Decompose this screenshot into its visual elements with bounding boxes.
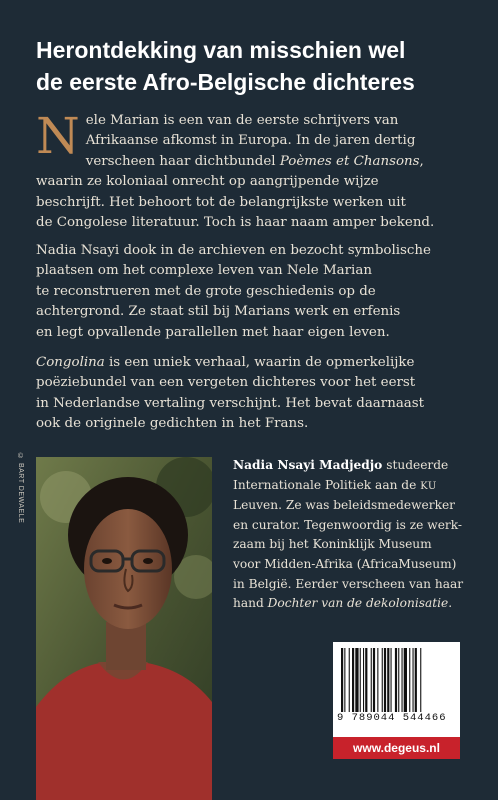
barcode-bar — [377, 648, 378, 712]
barcode-bar — [413, 648, 414, 712]
text-line: Afrikaanse afkomst in Europa. In de jaren dertig — [85, 133, 416, 149]
text-line: de Congolese literatuur. Toch is haar naam amper bekend. — [36, 215, 435, 231]
barcode-bar — [349, 648, 350, 712]
ku-abbreviation: KU — [420, 480, 437, 492]
text-line: te reconstrueren met de grote geschiedenis op de — [36, 283, 376, 299]
photo-credit: © BART DEWAELE — [17, 453, 24, 524]
drop-cap: N — [36, 107, 80, 165]
text-line: en curator. Tegenwoordig is ze werk- — [233, 517, 463, 532]
isbn-number: 9 789044 544466 — [337, 712, 447, 724]
text-line — [233, 456, 483, 476]
text-line: en legt opvallende parallellen met haar eigen leven. — [36, 324, 390, 340]
barcode-bar — [341, 648, 343, 712]
text-line — [233, 594, 483, 614]
barcode-bar — [402, 648, 403, 712]
text-run: Internationale Politiek aan de — [233, 477, 421, 492]
text-line: plaatsen om het complexe leven van Nele Marian — [36, 263, 372, 279]
intro-paragraph — [36, 107, 468, 233]
book-title-congolina: Congolina — [36, 355, 105, 370]
text-line: Nadia Nsayi dook in de archieven en bezocht symbolische — [36, 243, 431, 258]
barcode-bar — [373, 648, 375, 712]
author-photo — [36, 457, 212, 800]
barcode-bar — [404, 648, 407, 712]
barcode-bar — [352, 648, 354, 712]
publisher-url[interactable]: www.degeus.nl — [333, 737, 460, 759]
text-line: poëziebundel van een vergeten dichteres voor het eerst — [36, 375, 416, 391]
text-line: beschrijft. Het behoort tot de belangrijkste werken uit — [36, 194, 406, 210]
barcode-bar — [360, 648, 361, 712]
text-line: in Nederlandse vertaling verschijnt. Het bevat daarnaast — [36, 395, 425, 411]
barcode-bar — [382, 648, 383, 712]
barcode-bars — [341, 648, 453, 712]
barcode-bar — [398, 648, 399, 712]
text-line: in België. Eerder verscheen van haar — [233, 576, 464, 591]
text-line: Leuven. Ze was beleidsmedewerker — [233, 498, 455, 513]
text-line: voor Midden-Afrika (AfricaMuseum) — [233, 556, 457, 571]
text-run: hand — [233, 596, 268, 611]
barcode-bar — [363, 648, 364, 712]
barcode-bar — [415, 648, 417, 712]
barcode-bar — [409, 648, 410, 712]
author-name: Nadia Nsayi Madjedjo — [233, 458, 383, 472]
book-title-poemes: Poèmes et Chansons — [279, 153, 420, 169]
headline — [36, 34, 476, 98]
barcode-bar — [365, 648, 367, 712]
author-portrait-image — [36, 457, 212, 800]
barcode-bar — [384, 648, 386, 712]
text-run: studeerde — [382, 458, 449, 472]
barcode-bar — [355, 648, 358, 712]
barcode-bar — [395, 648, 397, 712]
text-run: , — [419, 153, 424, 169]
text-line — [36, 353, 468, 373]
text-line: ook de originele gedichten in het Frans. — [36, 416, 309, 432]
text-line — [233, 476, 483, 497]
author-bio — [233, 456, 483, 614]
book-paragraph — [36, 353, 468, 435]
text-line: ele Marian is een van de eerste schrijvers van — [85, 113, 399, 128]
text-line: zaam bij het Koninklijk Museum — [233, 537, 432, 552]
text-run: verscheen haar dichtbundel — [85, 153, 280, 169]
research-paragraph — [36, 241, 468, 343]
text-run: . — [448, 596, 453, 611]
barcode-bar — [387, 648, 389, 712]
text-run: is een uniek verhaal, waarin de opmerkelijke — [104, 355, 415, 370]
barcode-bar — [391, 648, 392, 712]
barcode-bar — [344, 648, 345, 712]
headline-line-2: de eerste Afro-Belgische dichteres — [36, 69, 415, 95]
text-line: waarin ze koloniaal onrecht op aangrijpende wijze — [36, 174, 379, 190]
isbn-barcode — [333, 642, 460, 737]
previous-book-title: Dochter van de dekolonisatie — [267, 596, 449, 611]
barcode-bar — [371, 648, 372, 712]
barcode-bar — [420, 648, 421, 712]
text-line — [36, 152, 468, 172]
headline-line-1: Herontdekking van misschien wel — [36, 37, 406, 63]
text-line: achtergrond. Ze staat stil bij Marians werk en erfenis — [36, 304, 401, 320]
